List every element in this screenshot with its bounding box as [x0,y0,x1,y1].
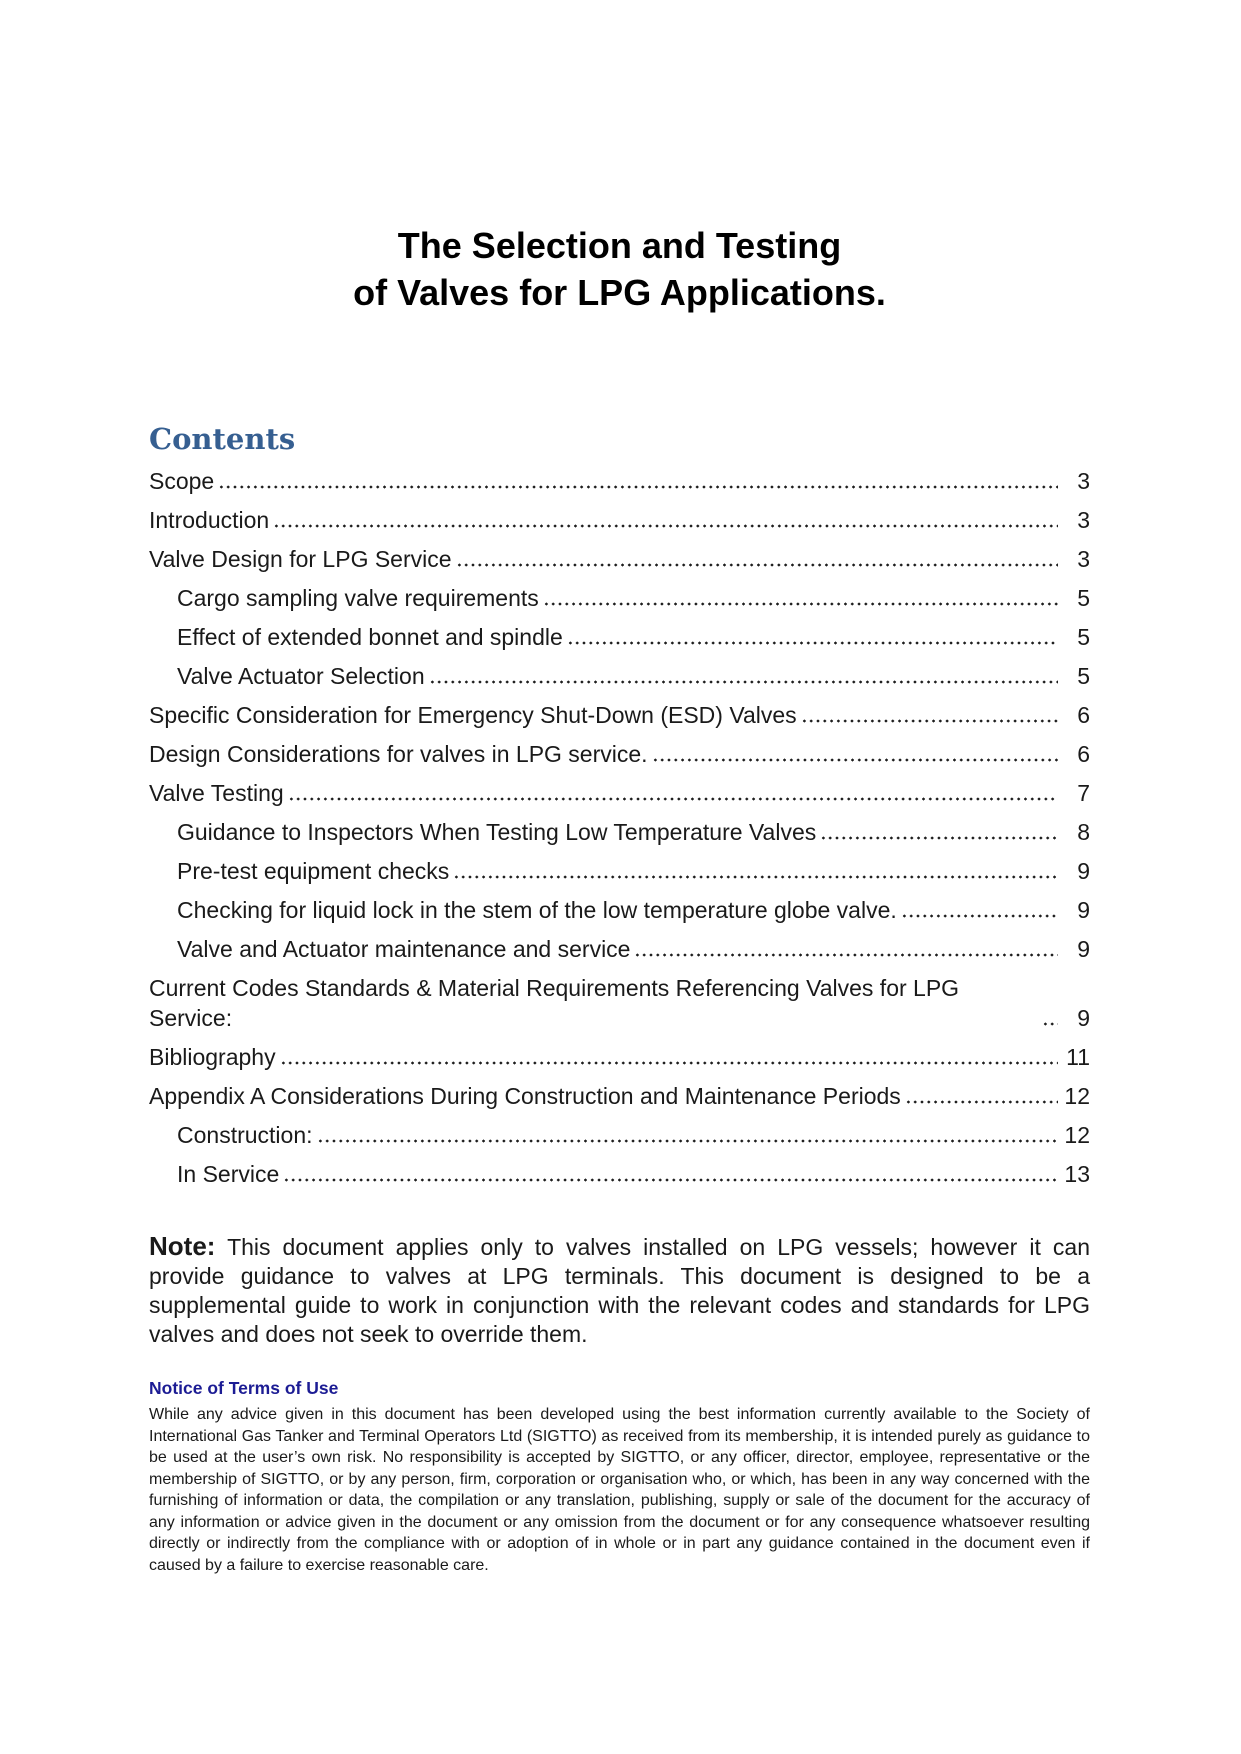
toc-entry-label: Valve Actuator Selection [177,663,425,689]
toc-entry-page: 8 [1077,819,1090,845]
toc-entry[interactable] [149,544,1090,574]
toc-entry[interactable] [149,700,1090,730]
toc-entry-page: 5 [1077,663,1090,689]
toc-entry-page: 6 [1077,741,1090,767]
toc-entry-label: Specific Consideration for Emergency Shut-Down (ESD) Valves [149,702,797,728]
toc-entry-label: Design Considerations for valves in LPG service. [149,741,648,767]
toc-leader-dots [634,952,1058,958]
toc-entry-page: 9 [1077,858,1090,884]
toc-leader-dots [652,757,1058,763]
toc-leader-dots [288,796,1058,802]
toc-entry-label: In Service [177,1161,280,1187]
page-content [149,0,1090,1576]
toc-entry-page: 13 [1064,1161,1090,1187]
toc-leader-dots [456,562,1058,568]
toc-leader-dots [1042,1021,1058,1027]
toc-entry[interactable] [149,973,1090,1033]
toc-entry[interactable] [149,934,1090,964]
title-line-1: The Selection and Testing [397,225,842,266]
toc-entry-label: Valve Testing [149,780,284,806]
title-line-2: of Valves for LPG Applications. [353,272,886,313]
toc-entry[interactable] [149,739,1090,769]
toc-entry[interactable] [149,1042,1090,1072]
toc-entry-page: 6 [1077,702,1090,728]
toc-leader-dots [543,601,1058,607]
toc-entry[interactable] [149,505,1090,535]
toc-entry[interactable] [149,1081,1090,1111]
toc-leader-dots [280,1060,1058,1066]
toc-leader-dots [317,1138,1058,1144]
toc-entry[interactable] [149,661,1090,691]
toc-leader-dots [273,523,1058,529]
toc-entry-label: Bibliography [149,1044,276,1070]
toc-entry-page: 3 [1077,507,1090,533]
toc-entry-label: Effect of extended bonnet and spindle [177,624,563,650]
toc-entry[interactable] [149,1120,1090,1150]
toc-leader-dots [283,1177,1058,1183]
toc-entry-page: 7 [1077,780,1090,806]
notice-heading: Notice of Terms of Use [149,1378,339,1398]
toc-leader-dots [901,913,1058,919]
toc-entry-label: Pre-test equipment checks [177,858,450,884]
note-text: This document applies only to valves installed on LPG vessels; however it can provide guidance to valves at LPG terminals. This document is designed to be a supplemental guide to work in conjunction with the relevant codes and standards for LPG valves and does not seek to override them. [149,1234,1090,1347]
toc-entry[interactable] [149,1159,1090,1189]
toc-entry-page: 3 [1077,546,1090,572]
toc-entry-label: Valve Design for LPG Service [149,546,452,572]
contents-heading: Contents [149,422,296,456]
toc-entry-label: Introduction [149,507,270,533]
toc-leader-dots [453,874,1058,880]
document-title [149,222,1090,316]
toc-entry-page: 9 [1077,897,1090,923]
toc-leader-dots [820,835,1058,841]
toc-entry-page: 5 [1077,585,1090,611]
toc-entry-label: Guidance to Inspectors When Testing Low Temperature Valves [177,819,817,845]
toc-entry-label: Appendix A Considerations During Construction and Maintenance Periods [149,1083,901,1109]
note-label: Note: [149,1231,216,1261]
toc-entry-page: 9 [1077,936,1090,962]
toc-entry[interactable] [149,856,1090,886]
toc-entry-label: Construction: [177,1122,313,1148]
toc-list [149,466,1090,1189]
toc-entry-label: Current Codes Standards & Material Requirements Referencing Valves for LPG Service: [149,975,960,1031]
note-paragraph [149,1232,1090,1349]
toc-leader-dots [218,484,1058,490]
toc-entry-label: Cargo sampling valve requirements [177,585,539,611]
toc-entry[interactable] [149,817,1090,847]
toc-entry-label: Scope [149,468,215,494]
toc-entry-label: Checking for liquid lock in the stem of the low temperature globe valve. [177,897,897,923]
toc-entry-label: Valve and Actuator maintenance and service [177,936,631,962]
toc-entry-page: 12 [1064,1122,1090,1148]
toc-leader-dots [429,679,1058,685]
toc-leader-dots [567,640,1058,646]
toc-entry[interactable] [149,583,1090,613]
toc-entry-page: 3 [1077,468,1090,494]
toc-entry-page: 9 [1077,1005,1090,1031]
toc-entry[interactable] [149,466,1090,496]
toc-entry[interactable] [149,778,1090,808]
toc-leader-dots [801,718,1058,724]
toc-entry[interactable] [149,622,1090,652]
toc-entry-page: 11 [1066,1044,1090,1070]
toc-entry-page: 12 [1064,1083,1090,1109]
toc-entry[interactable] [149,895,1090,925]
toc-leader-dots [905,1099,1058,1105]
toc-entry-page: 5 [1077,624,1090,650]
notice-body: While any advice given in this document has been developed using the best information currently available to the Society of International Gas Tanker and Terminal Operators Ltd (SIGTTO) as received from its membership, it is intended purely as guidance to be used at the user’s own risk. No responsibility is accepted by SIGTTO, or any officer, director, employee, representative or the membership of SIGTTO, or by any person, firm, corporation or organisation who, or which, has been in any way concerned with the furnishing of information or data, the compilation or any translation, publishing, supply or sale of the document for the accuracy of any information or advice given in the document or any omission from the document or for any consequence whatsoever resulting directly or indirectly from the compliance with or adoption of in whole or in part any guidance contained in the document even if caused by a failure to exercise reasonable care. [149,1406,1090,1574]
